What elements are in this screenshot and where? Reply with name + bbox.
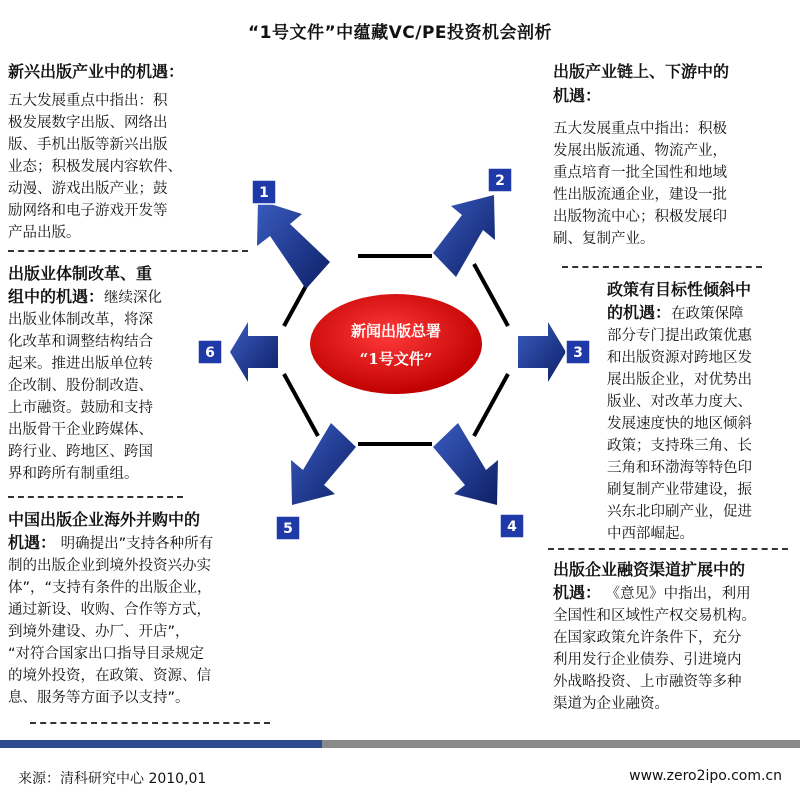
center-text-line1: 新闻出版总署: [350, 322, 442, 340]
block-2-line: 五大发展重点中指出：积极: [553, 121, 727, 137]
block-4-line: 在国家政策允许条件下，充分: [553, 630, 742, 646]
badge-5-number: 5: [283, 521, 293, 537]
block-6-heading: 出版业体制改革、重: [8, 264, 153, 283]
block-1-line: 动漫、游戏出版产业；鼓: [8, 181, 168, 197]
hexagon-edge: [474, 264, 508, 326]
block-5-line: 到境外建设、办厂、开店”，: [8, 624, 190, 640]
block-3-line: 部分专门提出政策优惠: [607, 328, 752, 344]
block-6-line: 跨行业、跨地区、跨国: [8, 444, 153, 460]
block-6-line: 起来。推进出版单位转: [8, 356, 153, 372]
block-5-heading-inline: 机遇：: [8, 533, 57, 552]
block-2-line: 性出版流通企业，建设一批: [553, 187, 727, 203]
block-2-line: 刷、复制产业。: [553, 231, 655, 247]
source-note: 来源：清科研究中心 2010,01: [18, 771, 207, 787]
diagram-title: “1号文件”中蕴藏VC/PE投资机会剖析: [247, 23, 553, 43]
badge-6-number: 6: [205, 345, 215, 361]
block-5-line: “对符合国家出口指导目录规定: [8, 646, 205, 662]
block-6-line: 化改革和调整结构结合: [8, 334, 153, 350]
block-1-line: 业态；积极发展内容软件、: [8, 159, 182, 175]
block-1-line: 极发展数字出版、网络出: [8, 115, 168, 131]
block-2-heading: 机遇：: [553, 86, 602, 105]
center-text-line2: “1号文件”: [359, 350, 433, 368]
block-5-heading: 中国出版企业海外并购中的: [8, 510, 201, 529]
arrow-2: [433, 195, 495, 277]
block-3-heading-inline: 的机遇：: [607, 303, 672, 322]
arrow-4: [433, 423, 498, 505]
badge-4-number: 4: [507, 519, 517, 535]
footer-bar-right: [322, 740, 800, 748]
block-4-line: 外战略投资、上市融资等多种: [553, 674, 742, 690]
block-3-line: 兴东北印刷产业，促进: [607, 504, 752, 520]
arrow-5: [291, 423, 356, 505]
website-label: www.zero2ipo.com.cn: [629, 768, 782, 784]
block-2-line: 发展出版流通、物流产业，: [553, 143, 727, 159]
arrow-1: [257, 200, 330, 289]
block-5-line: 制的出版企业到境外投资兴办实: [8, 558, 211, 574]
center-ellipse: [310, 294, 482, 394]
footer-bar-left: [0, 740, 322, 748]
block-3-line: 中西部崛起。: [607, 526, 694, 542]
block-2-line: 重点培育一批全国性和地域: [553, 165, 727, 181]
block-5-line: 息、服务等方面予以支持”。: [8, 690, 190, 706]
hexagon-edge: [474, 374, 508, 436]
hexagon-edge: [284, 374, 318, 436]
badge-3-number: 3: [573, 345, 583, 361]
block-1-line: 产品出版。: [8, 225, 81, 241]
block-3-line: 刷复制产业带建设，振: [607, 482, 752, 498]
block-3-line: 版业、对改革力度大、: [607, 394, 752, 410]
block-6-line: 出版骨干企业跨媒体、: [8, 422, 153, 438]
block-3-line: 发展速度快的地区倾斜: [607, 416, 752, 432]
block-4-heading-inline: 机遇：: [553, 583, 602, 602]
badge-2-number: 2: [495, 173, 505, 189]
block-3-line: 和出版资源对跨地区发: [607, 350, 752, 366]
block-5-line: 体”，“支持有条件的出版企业，: [8, 580, 212, 596]
block-1-heading: 新兴出版产业中的机遇：: [8, 62, 185, 81]
block-4-line: 《意见》中指出，利用: [605, 586, 751, 602]
block-5-line: 通过新设、收购、合作等方式，: [8, 602, 211, 618]
block-4-line: 利用发行企业债券、引进境内: [553, 652, 742, 668]
arrow-3: [518, 322, 566, 382]
block-6-line: 出版业体制改革，将深: [8, 312, 153, 328]
block-3-line: 政策；支持珠三角、长: [607, 438, 752, 454]
block-3-heading: 政策有目标性倾斜中: [607, 280, 752, 299]
block-3-line: 在政策保障: [671, 306, 744, 322]
block-1-line: 励网络和电子游戏开发等: [8, 203, 168, 219]
block-6-line: 上市融资。鼓励和支持: [8, 400, 153, 416]
block-6-line: 界和跨所有制重组。: [8, 466, 139, 482]
block-5-line: 的境外投资，在政策、资源、信: [8, 668, 211, 684]
block-5-line: 明确提出”支持各种所有: [60, 536, 214, 552]
block-1-line: 五大发展重点中指出：积: [8, 93, 168, 109]
badge-1-number: 1: [259, 185, 269, 201]
block-6-heading-inline: 组中的机遇：: [8, 287, 105, 306]
block-4-heading: 出版企业融资渠道扩展中的: [553, 560, 746, 579]
block-2-line: 出版物流中心；积极发展印: [553, 209, 727, 225]
block-1-line: 版、手机出版等新兴出版: [8, 137, 168, 153]
block-6-line: 继续深化: [104, 290, 163, 306]
block-4-line: 渠道为企业融资。: [553, 696, 669, 712]
arrow-6: [230, 322, 278, 382]
block-4-line: 全国性和区域性产权交易机构。: [553, 608, 756, 624]
block-2-heading: 出版产业链上、下游中的: [553, 62, 730, 81]
block-3-line: 三角和环渤海等特色印: [607, 460, 752, 476]
block-6-line: 企改制、股份制改造、: [8, 378, 153, 394]
block-3-line: 展出版企业，对优势出: [607, 372, 752, 388]
